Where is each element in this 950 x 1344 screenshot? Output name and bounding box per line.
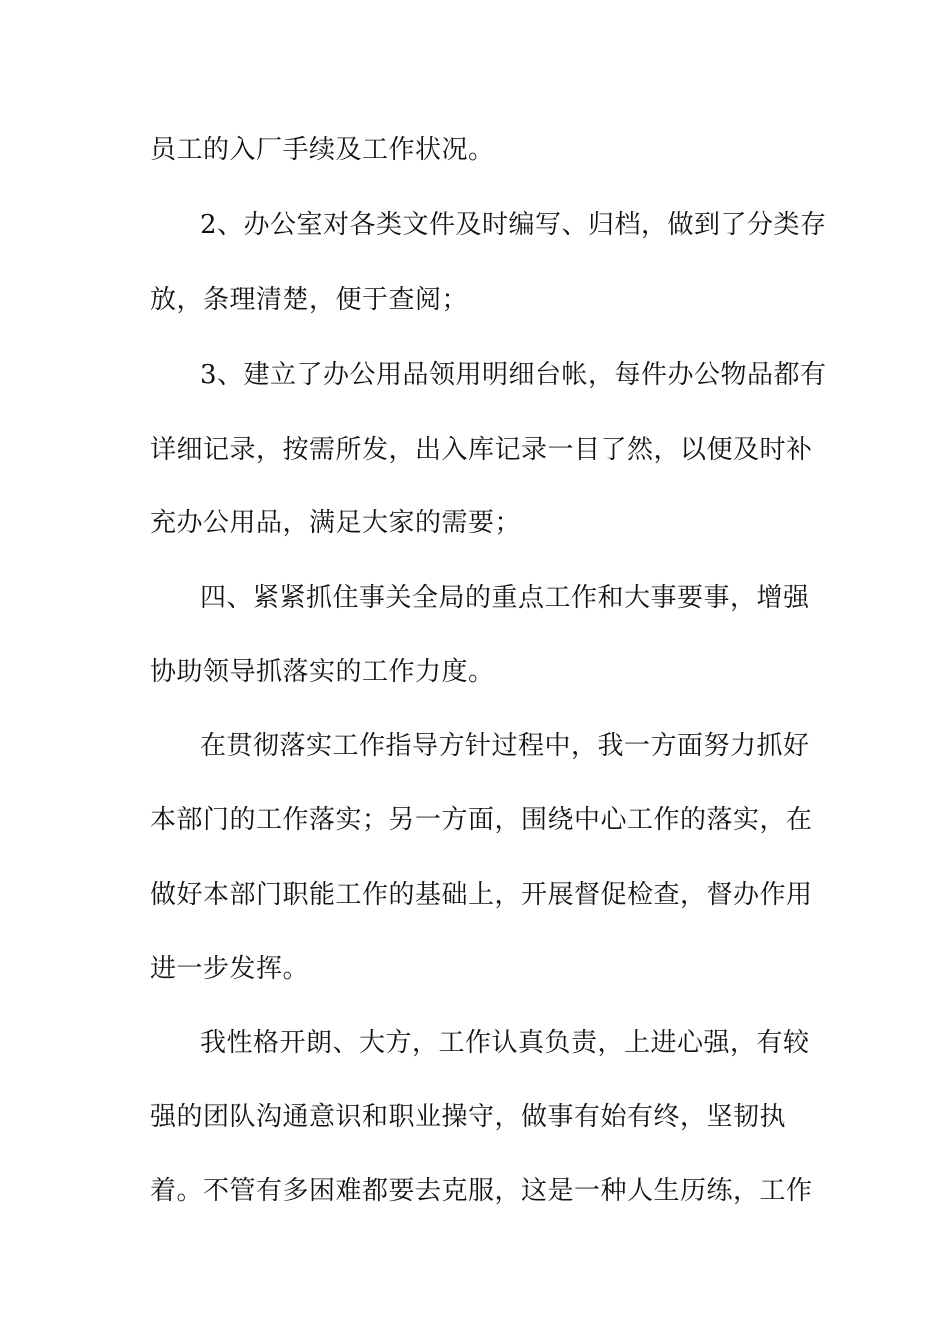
text-line: 协助领导抓落实的工作力度。 <box>150 657 495 687</box>
text-line: 强的团队沟通意识和职业操守，做事有始有终，坚韧执 <box>150 1102 787 1132</box>
text-line: 进一步发挥。 <box>150 954 310 984</box>
text-line: 本部门的工作落实；另一方面，围绕中心工作的落实，在 <box>150 805 813 835</box>
text-line: 在贯彻落实工作指导方针过程中，我一方面努力抓好 <box>200 731 810 761</box>
text-line: 3、建立了办公用品领用明细台帐，每件办公物品都有 <box>200 360 827 390</box>
text-line: 着。不管有多困难都要去克服，这是一种人生历练，工作 <box>150 1176 813 1206</box>
text-line: 详细记录，按需所发，出入库记录一目了然，以便及时补 <box>150 435 813 465</box>
text-line: 充办公用品，满足大家的需要； <box>150 508 522 538</box>
text-line: 我性格开朗、大方，工作认真负责，上进心强，有较 <box>200 1028 810 1058</box>
text-line: 放，条理清楚，便于查阅； <box>150 285 469 315</box>
text-line: 做好本部门职能工作的基础上，开展督促检查，督办作用 <box>150 880 813 910</box>
text-line: 2、办公室对各类文件及时编写、归档，做到了分类存 <box>200 210 827 240</box>
text-line: 员工的入厂手续及工作状况。 <box>150 135 495 165</box>
text-line: 四、紧紧抓住事关全局的重点工作和大事要事，增强 <box>200 583 810 613</box>
